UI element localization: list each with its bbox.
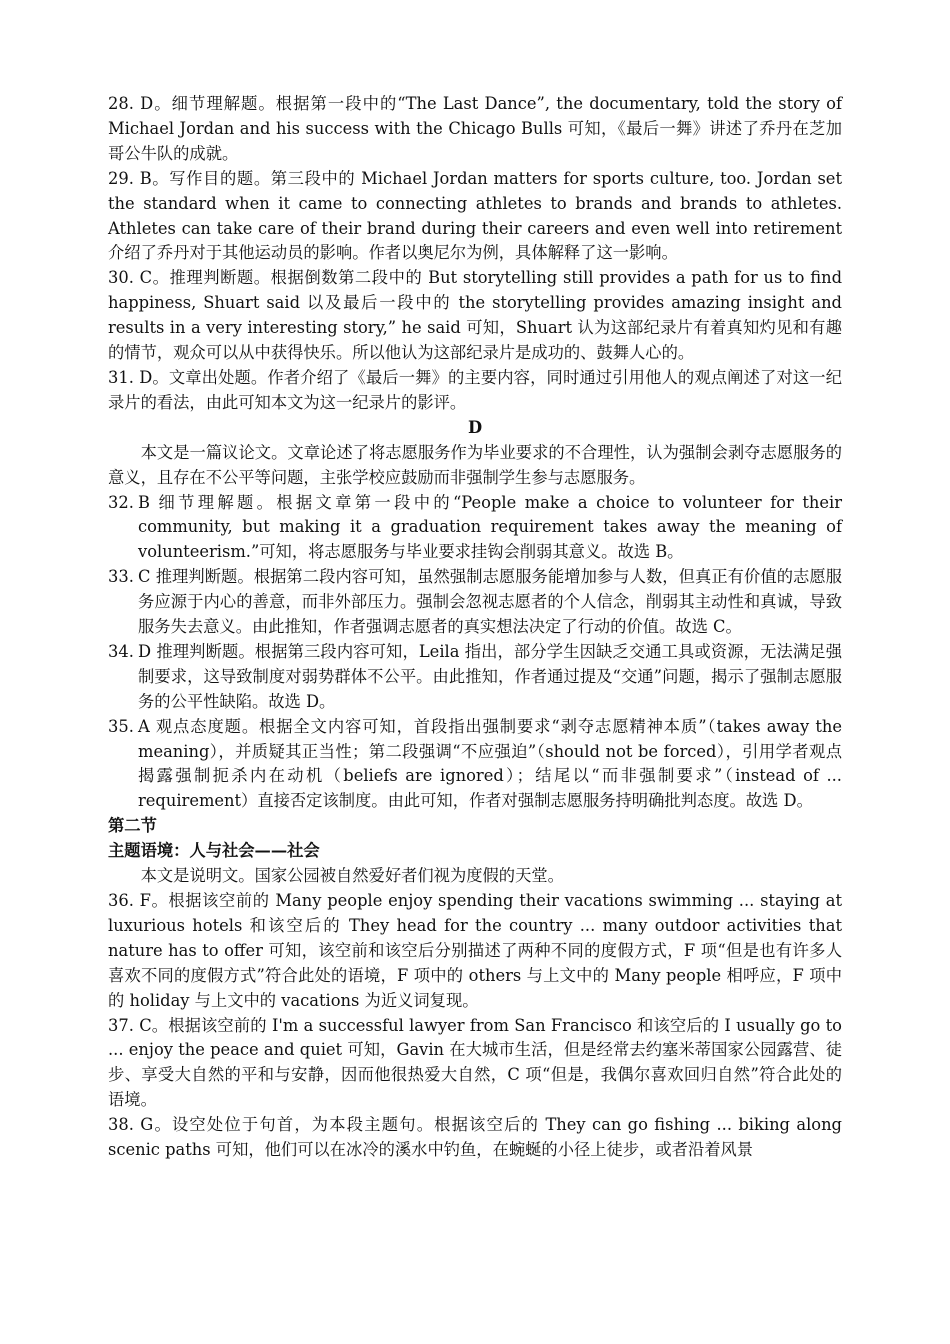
answer-36: 36. F。根据该空前的 Many people enjoy spending their vacations swimming ... staying at luxurious hotels 和该空后的 They head for the country ... many outdoor activities that nature has to offer 可知，该空前和该空后分别描述了两种不同的度假方式，F 项“但是也有许多人喜欢不同的度假方式”符合此处的语境，F 项中的 others 与上文中的 Many people 相呼应，F 项中的 holiday 与上文中的 vacations 为近义词复现。: [108, 891, 842, 1010]
answer-34: [108, 640, 842, 715]
theme-context: 主题语境：人与社会——社会: [108, 841, 320, 861]
answer-text: A 观点态度题。根据全文内容可知，首段指出强制要求“剥夺志愿精神本质”（takes away the meaning），并质疑其正当性；第二段强调“不应强迫”（should not be forced），引用学者观点揭露强制扼杀内在动机（beliefs are ignored）；结尾以“而非强制要求”（instead of ... requirement）直接否定该制度。由此可知，作者对强制志愿服务持明确批判态度。故选 D。: [138, 716, 842, 811]
answer-number: 32.: [108, 492, 134, 512]
answer-37: 37. C。根据该空前的 I'm a successful lawyer from San Francisco 和该空后的 I usually go to ... enjoy the peace and quiet 可知，Gavin 在大城市生活，但是经常去约塞米蒂国家公园露营、徒步、享受大自然的平和与安静，因而他很热爱大自然，C 项“但是，我偶尔喜欢回归自然”符合此处的语境。: [108, 1015, 842, 1110]
answer-30: 30. C。推理判断题。根据倒数第二段中的 But storytelling still provides a path for us to find happiness, Shuart said 以及最后一段中的 the storytelling provides amazing insight and results in a very interesting story,” he said 可知，Shuart 认为这部纪录片有着真知灼见和有趣的情节，观众可以从中获得快乐。所以他认为这部纪录片是成功的、鼓舞人心的。: [108, 268, 842, 363]
answer-text: D 推理判断题。根据第三段内容可知，Leila 指出，部分学生因缺乏交通工具或资源，无法满足强制要求，这导致制度对弱势群体不公平。由此推知，作者通过提及“交通”问题，揭示了强制志愿服务的公平性缺陷。故选 D。: [138, 641, 842, 711]
section-d-intro: 本文是一篇议论文。文章论述了将志愿服务作为毕业要求的不合理性，认为强制会剥夺志愿服务的意义，且存在不公平等问题，主张学校应鼓励而非强制学生参与志愿服务。: [108, 442, 842, 487]
answer-number: 33.: [108, 567, 134, 587]
answer-33: [108, 565, 842, 640]
answer-29: 29. B。写作目的题。第三段中的 Michael Jordan matters for sports culture, too. Jordan set the standard when it came to connecting athletes to brands and brands to athletes. Athletes can take care of their brand during their careers and even well into retirement 介绍了乔丹对于其他运动员的影响。作者以奥尼尔为例，具体解释了这一影响。: [108, 168, 842, 263]
answer-text: C 推理判断题。根据第二段内容可知，虽然强制志愿服务能增加参与人数，但真正有价值的志愿服务应源于内心的善意，而非外部压力。强制会忽视志愿者的个人信念，削弱其主动性和真诚，导致服务失去意义。由此推知，作者强调志愿者的真实想法决定了行动的价值。故选 C。: [138, 567, 842, 637]
section-2-heading: 第二节: [108, 816, 157, 836]
answer-28: 28. D。细节理解题。根据第一段中的“The Last Dance”, the documentary, told the story of Michael Jordan and his success with the Chicago Bulls 可知，《最后一舞》讲述了乔丹在芝加哥公牛队的成就。: [108, 94, 842, 163]
answer-32: [108, 491, 842, 566]
answer-35: [108, 715, 842, 815]
answer-text: B 细节理解题。根据文章第一段中的“People make a choice to volunteer for their community, but making it a graduation requirement takes away the meaning of volunteerism.”可知，将志愿服务与毕业要求挂钩会削弱其意义。故选 B。: [138, 492, 842, 562]
answer-38: 38. G。设空处位于句首，为本段主题句。根据该空后的 They can go fishing ... biking along scenic paths 可知，他们可以在冰冷的溪水中钓鱼，在蜿蜒的小径上徒步，或者沿着风景: [108, 1115, 842, 1160]
answer-number: 35.: [108, 716, 134, 736]
section-d-heading: D: [467, 417, 483, 437]
answer-31: 31. D。文章出处题。作者介绍了《最后一舞》的主要内容，同时通过引用他人的观点阐述了对这一纪录片的看法，由此可知本文为这一纪录片的影评。: [108, 367, 842, 412]
section-2-intro: 本文是说明文。国家公园被自然爱好者们视为度假的天堂。: [140, 866, 564, 886]
answer-number: 34.: [108, 641, 134, 661]
